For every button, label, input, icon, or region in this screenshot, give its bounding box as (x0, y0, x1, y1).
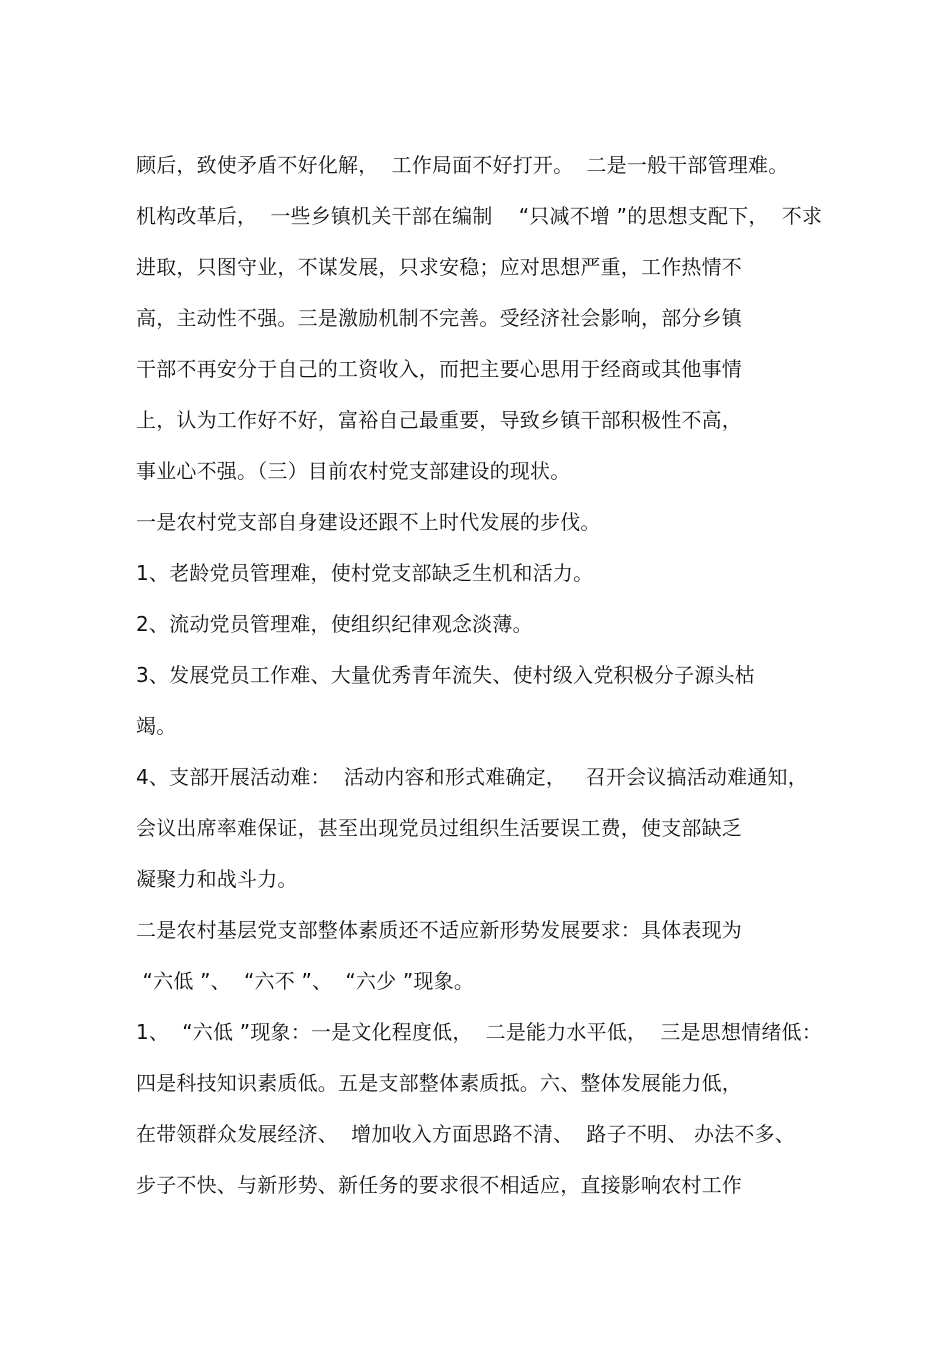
text-line: 步子不快、与新形势、新任务的要求很不相适应，直接影响农村工作 (136, 1173, 742, 1197)
list-item-4: 4、支部开展活动难： 活动内容和形式难确定， 召开会议搞活动难通知， (136, 765, 808, 789)
text-line: 在带领群众发展经济、 增加收入方面思路不清、 路子不明、 办法不多、 (136, 1122, 795, 1146)
text-line: 机构改革后， 一些乡镇机关干部在编制 “只减不增 ”的思想支配下， 不求 (136, 204, 823, 228)
list-item-1: 1、 “六低 ”现象：一是文化程度低， 二是能力水平低， 三是思想情绪低： (136, 1020, 822, 1044)
text-line: 进取，只图守业，不谋发展，只求安稳；应对思想严重，工作热情不 (136, 255, 742, 279)
text-line: 二是农村基层党支部整体素质还不适应新形势发展要求：具体表现为 (136, 918, 742, 942)
text-line: 事业心不强。（三）目前农村党支部建设的现状。 (136, 459, 571, 483)
text-line: 四是科技知识素质低。五是支部整体素质抵。六、整体发展能力低， (136, 1071, 742, 1095)
text-line: 顾后，致使矛盾不好化解， 工作局面不好打开。 二是一般干部管理难。 (136, 153, 789, 177)
list-item-1: 1、老龄党员管理难，使村党支部缺乏生机和活力。 (136, 561, 594, 585)
text-line: 上，认为工作好不好，富裕自己最重要，导致乡镇干部积极性不高， (136, 408, 742, 432)
list-item-2: 2、流动党员管理难，使组织纪律观念淡薄。 (136, 612, 533, 636)
text-line: 竭。 (136, 714, 177, 738)
text-line: 会议出席率难保证，甚至出现党员过组织生活要误工费，使支部缺乏 (136, 816, 742, 840)
text-line: 高，主动性不强。三是激励机制不完善。受经济社会影响，部分乡镇 (136, 306, 742, 330)
text-line: 凝聚力和战斗力。 (136, 867, 298, 891)
text-line: 一是农村党支部自身建设还跟不上时代发展的步伐。 (136, 510, 601, 534)
text-line: “六低 ”、 “六不 ”、 “六少 ”现象。 (136, 969, 475, 993)
list-item-3: 3、发展党员工作难、大量优秀青年流失、使村级入党积极分子源头枯 (136, 663, 755, 687)
document-body (136, 145, 826, 1216)
text-line: 干部不再安分于自己的工资收入，而把主要心思用于经商或其他事情 (136, 357, 742, 381)
